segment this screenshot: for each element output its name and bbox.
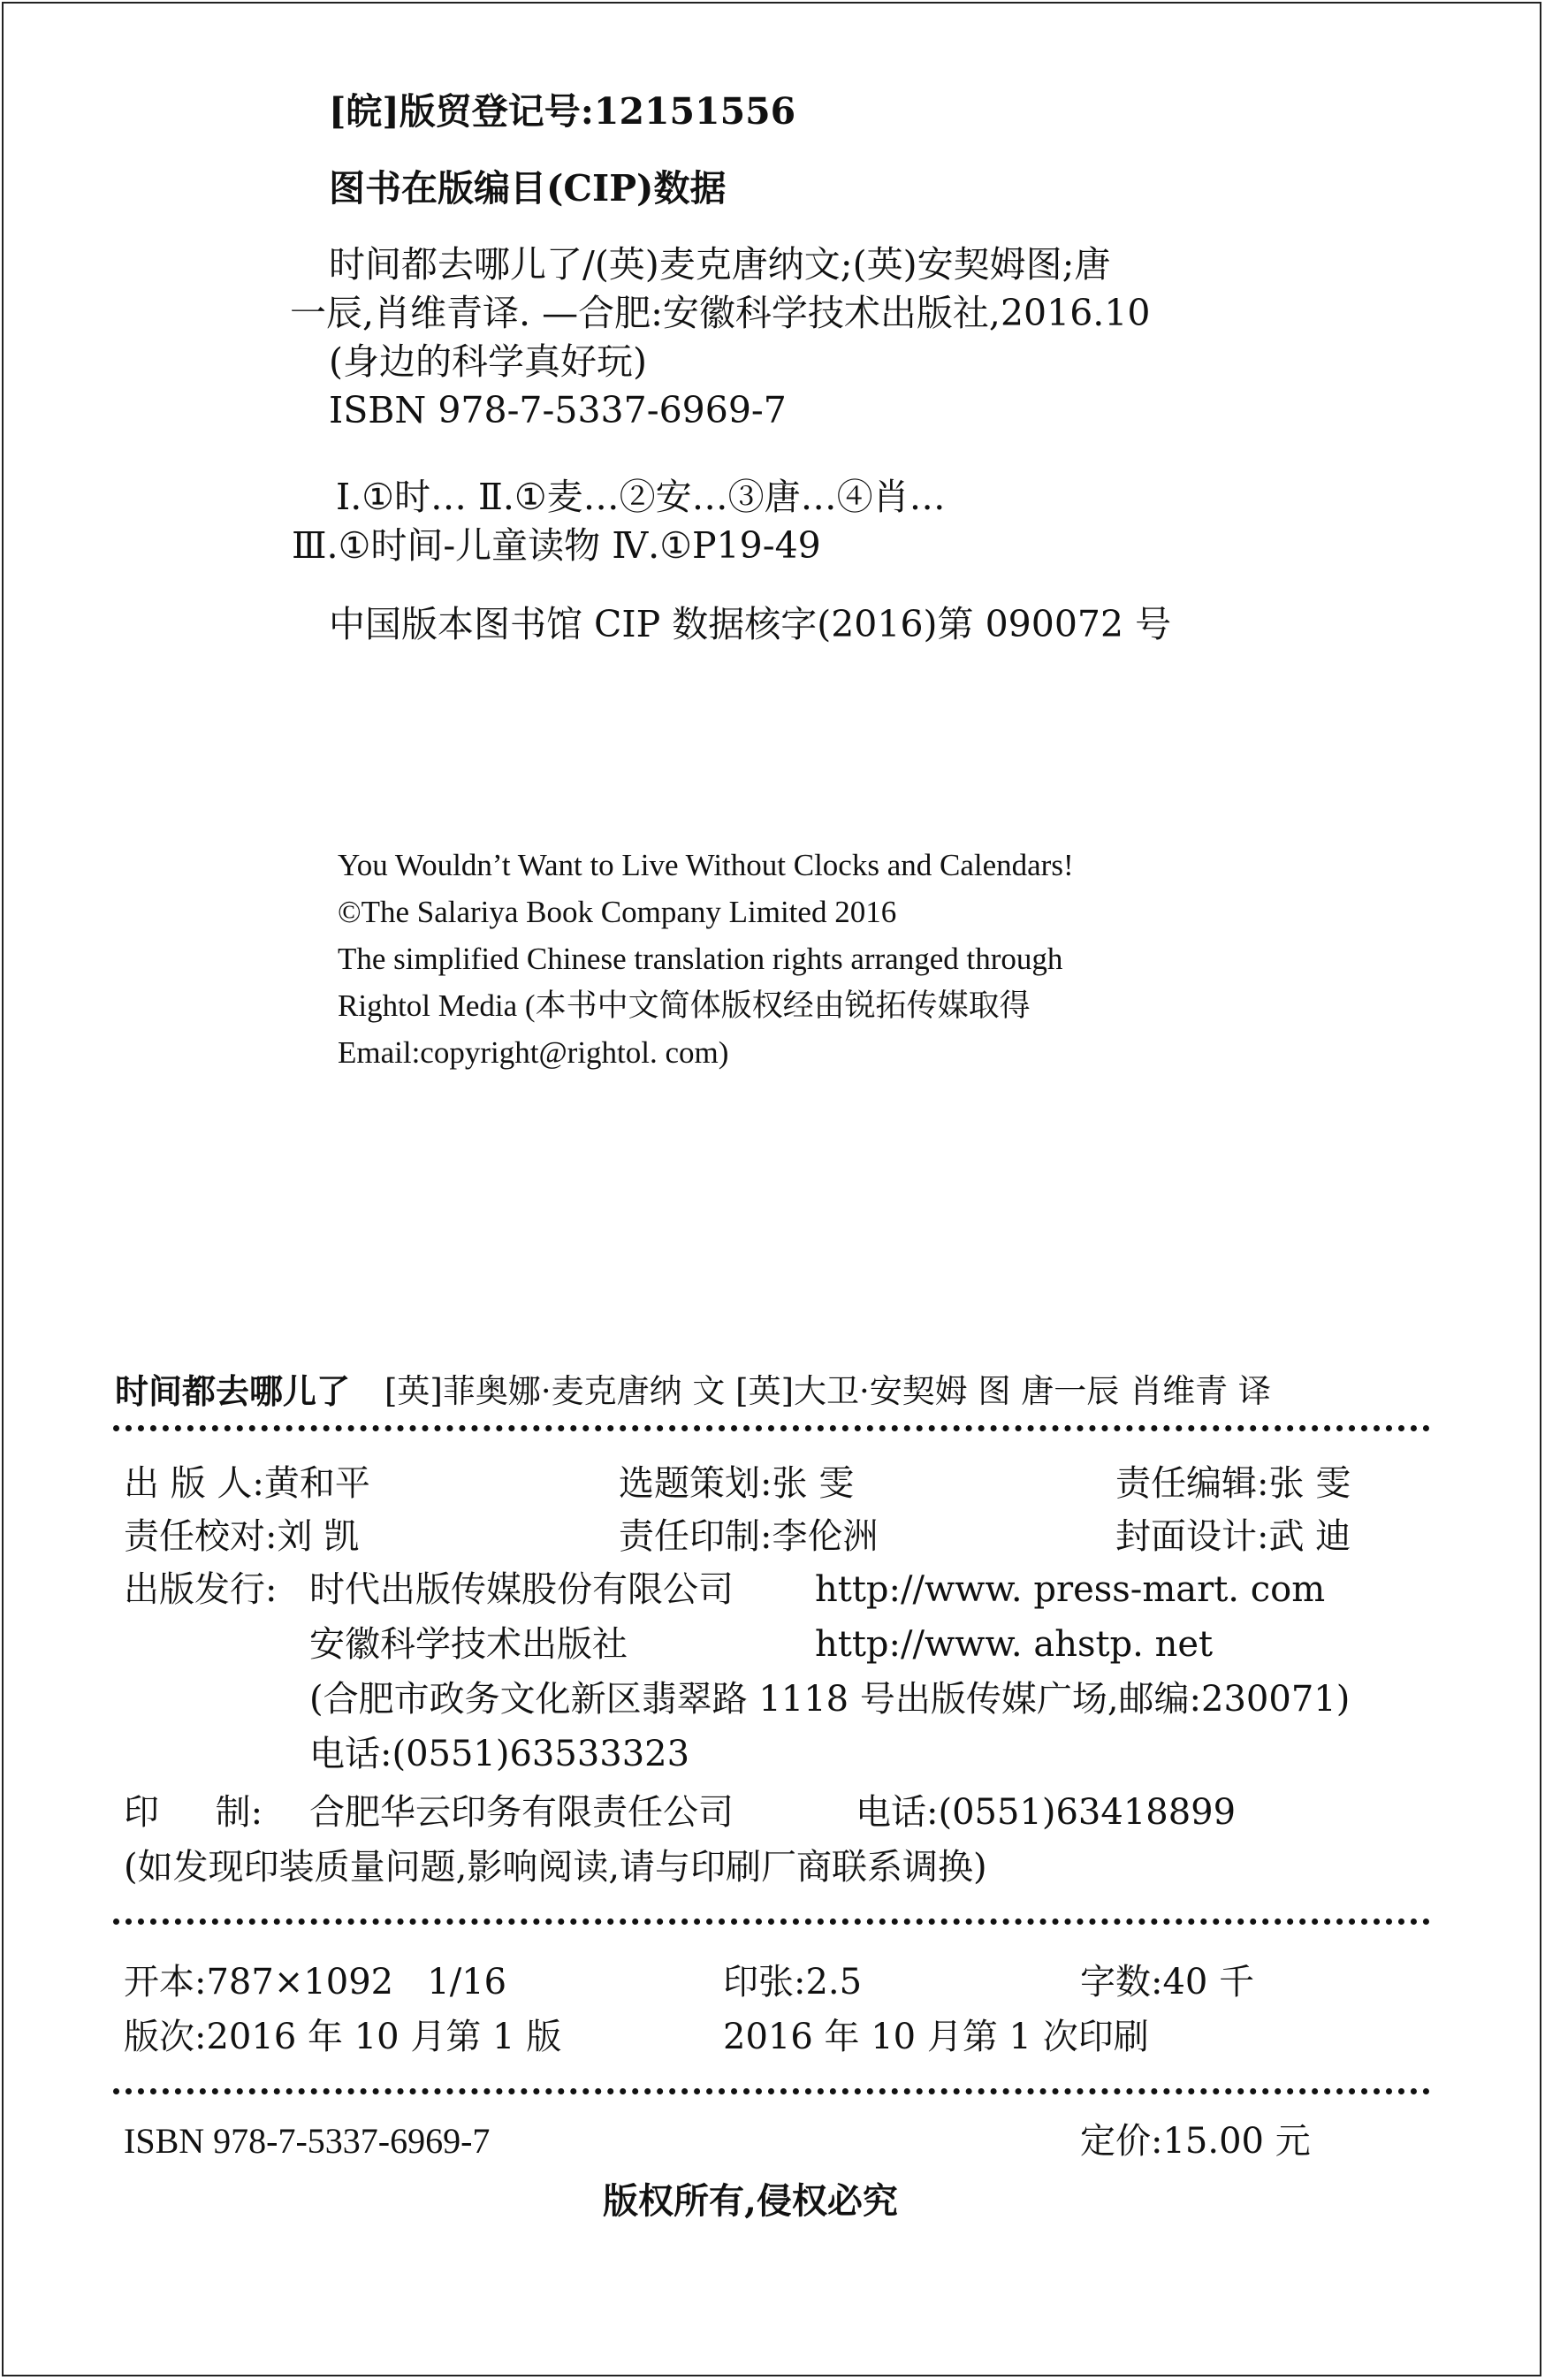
publisher-person: 出 版 人:黄和平 (124, 1463, 370, 1504)
distributor-group: 时代出版传媒股份有限公司 (309, 1569, 734, 1610)
responsible-editor: 责任编辑:张 雯 (1115, 1463, 1351, 1504)
word-count: 字数:40 千 (1080, 1962, 1255, 2002)
trade-register-number: [皖]版贸登记号:12151556 (329, 90, 796, 133)
rights-agency: Rightol Media (本书中文简体版权经由锐拓传媒取得 (338, 988, 1031, 1023)
copyright-notice: 版权所有,侵权必究 (603, 2180, 898, 2222)
distributor-press: 安徽科学技术出版社 (309, 1624, 628, 1665)
cip-entry-line-2: 一辰,肖维青译. —合肥:安徽科学技术出版社,2016.10 (290, 292, 1151, 334)
cip-classification-line-2: Ⅲ.①时间-儿童读物 Ⅳ.①P19-49 (292, 524, 821, 567)
distribution-label: 出版发行: (124, 1569, 278, 1610)
print-manager: 责任印制:李伦洲 (619, 1516, 879, 1557)
printer-label: 印 制: (124, 1792, 263, 1833)
distribution-phone: 电话:(0551)63533323 (309, 1734, 690, 1774)
dotted-divider (113, 1425, 1430, 1431)
printed-sheets: 印张:2.5 (723, 1962, 863, 2002)
distributor-press-url: http://www. ahstp. net (815, 1624, 1214, 1665)
responsible-proofreader: 责任校对:刘 凯 (124, 1516, 360, 1557)
printer-name: 合肥华云印务有限责任公司 (309, 1792, 734, 1833)
cip-heading: 图书在版编目(CIP)数据 (329, 167, 727, 210)
dotted-divider (113, 1918, 1430, 1925)
book-format: 开本:787×1092 1/16 (124, 1962, 507, 2002)
printer-phone: 电话:(0551)63418899 (856, 1792, 1237, 1833)
rights-original-title: You Wouldn’t Want to Live Without Clocks and Calendars! (338, 848, 1074, 882)
topic-planner: 选题策划:张 雯 (619, 1463, 855, 1504)
price: 定价:15.00 元 (1080, 2121, 1311, 2162)
colophon-credits: [英]菲奥娜·麦克唐纳 文 [英]大卫·安契姆 图 唐一辰 肖维青 译 (384, 1372, 1271, 1410)
cip-series: (身边的科学真好玩) (329, 340, 647, 383)
rights-email: Email:copyright@rightol. com) (338, 1035, 729, 1070)
publisher-address: (合肥市政务文化新区翡翠路 1118 号出版传媒广场,邮编:230071) (309, 1679, 1351, 1720)
cip-entry-line-1: 时间都去哪儿了/(英)麦克唐纳文;(英)安契姆图;唐 (329, 243, 1111, 286)
distributor-group-url: http://www. press-mart. com (815, 1569, 1326, 1610)
rights-translation: The simplified Chinese translation rights arranged through (338, 942, 1063, 976)
rights-copyright: ©The Salariya Book Company Limited 2016 (338, 895, 897, 929)
dotted-divider (113, 2088, 1430, 2094)
printing: 2016 年 10 月第 1 次印刷 (723, 2017, 1149, 2057)
cip-isbn: ISBN 978-7-5337-6969-7 (329, 389, 787, 431)
edition: 版次:2016 年 10 月第 1 版 (124, 2017, 562, 2057)
cover-designer: 封面设计:武 迪 (1115, 1516, 1351, 1557)
cip-classification-line-1: Ⅰ.①时… Ⅱ.①麦…②安…③唐…④肖… (336, 476, 946, 518)
colophon-book-title: 时间都去哪儿了 (115, 1371, 351, 1411)
isbn: ISBN 978-7-5337-6969-7 (124, 2121, 491, 2161)
cip-number: 中国版本图书馆 CIP 数据核字(2016)第 090072 号 (329, 603, 1172, 645)
quality-note: (如发现印装质量问题,影响阅读,请与印刷厂商联系调换) (124, 1847, 987, 1888)
